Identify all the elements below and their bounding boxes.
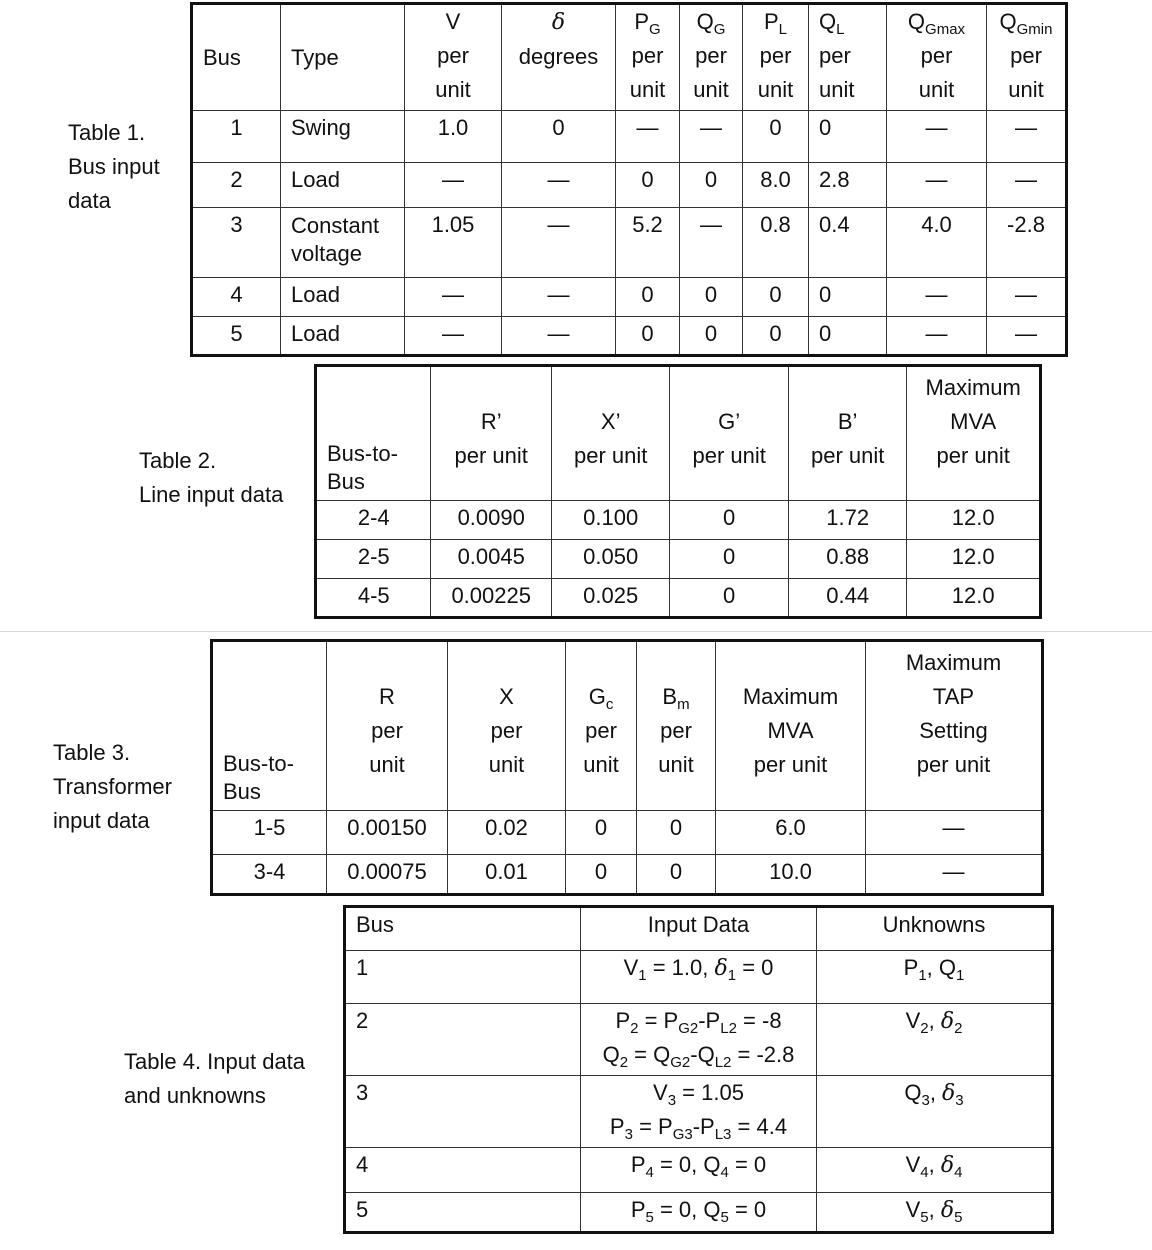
cell: 0 — [680, 163, 743, 208]
cell-bus: 1 — [345, 951, 581, 1004]
cell-input-data: $P_2 = P_{G2}-P_{L2} = -8$ $Q_2 = Q_{G2}-Q_{L2} = -2.8$ — [581, 1004, 817, 1076]
transformer-input-table — [210, 639, 1044, 896]
table-row — [345, 1148, 1053, 1193]
cell: 0 — [637, 811, 716, 855]
table-header-row — [345, 907, 1053, 951]
header-r: R per unit — [327, 641, 448, 811]
cell: — — [680, 208, 743, 278]
header-x: X per unit — [448, 641, 566, 811]
table-row — [345, 1193, 1053, 1233]
header-bus-to-bus: Bus-to- Bus — [316, 366, 431, 501]
header-max-tap: Maximum TAP Setting per unit — [866, 641, 1043, 811]
cell: 0.0090 — [431, 501, 551, 540]
cell: 1-5 — [212, 811, 327, 855]
cell-unknowns: $V_5$, $\delta_5$ — [817, 1193, 1053, 1233]
cell: 4 — [192, 278, 281, 317]
table-row — [192, 163, 1067, 208]
cell: 10.0 — [716, 855, 866, 895]
header-max-mva: Maximum MVA per unit — [907, 366, 1041, 501]
table-row — [192, 111, 1067, 163]
cell: — — [887, 111, 987, 163]
line-input-table — [314, 364, 1042, 619]
cell: — — [405, 278, 502, 317]
cell: — — [680, 111, 743, 163]
cell: 0.44 — [788, 579, 906, 618]
cell: 0.0045 — [431, 540, 551, 579]
cell: 6.0 — [716, 811, 866, 855]
header-qgmin: $Q_{Gmin}$ per unit — [987, 4, 1067, 111]
table-row — [345, 951, 1053, 1004]
cell: 0 — [670, 579, 788, 618]
header-qg: $Q_G$ per unit — [680, 4, 743, 111]
cell: 0.8 — [743, 208, 809, 278]
cell: 12.0 — [907, 579, 1041, 618]
cell: 4.0 — [887, 208, 987, 278]
header-ql: $Q_L$ per unit — [809, 4, 887, 111]
cell-unknowns: $V_2$, $\delta_2$ — [817, 1004, 1053, 1076]
cell: 0 — [743, 278, 809, 317]
cell: 0 — [502, 111, 616, 163]
cell: — — [887, 163, 987, 208]
cell: 0 — [566, 811, 637, 855]
cell: 0 — [743, 317, 809, 356]
header-bus: Bus — [192, 4, 281, 111]
header-gc: $G_c$ per unit — [566, 641, 637, 811]
header-unknowns: Unknowns — [817, 907, 1053, 951]
table1-caption: Table 1. Bus input data — [68, 120, 160, 213]
cell: 0.050 — [551, 540, 669, 579]
cell: 2-4 — [316, 501, 431, 540]
header-g: G’ per unit — [670, 366, 788, 501]
cell-input-data: $P_5 = 0$, $Q_5 = 0$ — [581, 1193, 817, 1233]
cell: 2-5 — [316, 540, 431, 579]
cell: 2 — [192, 163, 281, 208]
cell-bus: 4 — [345, 1148, 581, 1193]
cell: 3-4 — [212, 855, 327, 895]
cell: 0 — [616, 163, 680, 208]
cell: — — [502, 163, 616, 208]
cell: — — [987, 111, 1067, 163]
cell: 0 — [809, 317, 887, 356]
header-bus-to-bus: Bus-to- Bus — [212, 641, 327, 811]
cell: 0 — [637, 855, 716, 895]
cell: 0 — [743, 111, 809, 163]
cell-input-data: $V_1 = 1.0$, $\delta_1 = 0$ — [581, 951, 817, 1004]
cell: 1 — [192, 111, 281, 163]
header-input-data: Input Data — [581, 907, 817, 951]
cell: 0.4 — [809, 208, 887, 278]
cell-bus: 3 — [345, 1076, 581, 1148]
cell: 0 — [670, 501, 788, 540]
cell: 0 — [616, 278, 680, 317]
cell: Swing — [281, 111, 405, 163]
header-v: V per unit — [405, 4, 502, 111]
table3-caption: Table 3. Transformer input data — [53, 740, 172, 833]
table-row — [212, 855, 1043, 895]
table-row — [192, 278, 1067, 317]
cell: Load — [281, 163, 405, 208]
cell: 1.0 — [405, 111, 502, 163]
cell: Load — [281, 278, 405, 317]
cell-bus: 2 — [345, 1004, 581, 1076]
cell: 0.01 — [448, 855, 566, 895]
table2-caption: Table 2. Line input data — [139, 448, 284, 507]
cell: 0 — [616, 317, 680, 356]
table-row — [192, 317, 1067, 356]
cell: Load — [281, 317, 405, 356]
cell: 3 — [192, 208, 281, 278]
cell: — — [405, 163, 502, 208]
header-bm: $B_m$ per unit — [637, 641, 716, 811]
cell: 0.02 — [448, 811, 566, 855]
table-row — [212, 811, 1043, 855]
table-header-row — [212, 641, 1043, 811]
cell: 1.72 — [788, 501, 906, 540]
cell: — — [887, 278, 987, 317]
page-divider — [0, 631, 1152, 632]
table4-caption: Table 4. Input data and unknowns — [124, 1049, 306, 1108]
table-header-row — [192, 4, 1067, 111]
header-qgmax: $Q_{Gmax}$ per unit — [887, 4, 987, 111]
cell: 0 — [566, 855, 637, 895]
table-row — [345, 1076, 1053, 1148]
header-b: B’ per unit — [788, 366, 906, 501]
cell: 2.8 — [809, 163, 887, 208]
cell: — — [502, 278, 616, 317]
cell: — — [405, 317, 502, 356]
table-row — [192, 208, 1067, 278]
table-header-row — [316, 366, 1041, 501]
header-x: X’ per unit — [551, 366, 669, 501]
cell-bus: 5 — [345, 1193, 581, 1233]
cell: Constant voltage — [281, 208, 405, 278]
cell: 5.2 — [616, 208, 680, 278]
input-unknowns-table — [343, 905, 1054, 1234]
cell: 0.100 — [551, 501, 669, 540]
cell-unknowns: $V_4$, $\delta_4$ — [817, 1148, 1053, 1193]
cell: 0 — [809, 111, 887, 163]
cell: — — [987, 278, 1067, 317]
cell: 0.00225 — [431, 579, 551, 618]
cell: 1.05 — [405, 208, 502, 278]
header-delta: δ degrees — [502, 4, 616, 111]
header-max-mva: Maximum MVA per unit — [716, 641, 866, 811]
cell: — — [616, 111, 680, 163]
cell: 5 — [192, 317, 281, 356]
cell-unknowns: $Q_3$, $\delta_3$ — [817, 1076, 1053, 1148]
cell: 0.00150 — [327, 811, 448, 855]
header-pl: $P_L$ per unit — [743, 4, 809, 111]
table-row — [316, 501, 1041, 540]
header-bus: Bus — [345, 907, 581, 951]
table-row — [316, 579, 1041, 618]
table-row — [345, 1004, 1053, 1076]
cell: — — [866, 855, 1043, 895]
cell: 0 — [670, 540, 788, 579]
cell: 12.0 — [907, 501, 1041, 540]
cell: 12.0 — [907, 540, 1041, 579]
cell: 4-5 — [316, 579, 431, 618]
cell: — — [502, 317, 616, 356]
cell-input-data: $V_3 = 1.05$ $P_3 = P_{G3}-P_{L3} = 4.4$ — [581, 1076, 817, 1148]
cell-unknowns: $P_1$, $Q_1$ — [817, 951, 1053, 1004]
cell: — — [887, 317, 987, 356]
cell: — — [987, 163, 1067, 208]
cell: 0.00075 — [327, 855, 448, 895]
cell: 0 — [680, 278, 743, 317]
cell: 0 — [809, 278, 887, 317]
cell: 0.025 — [551, 579, 669, 618]
cell: 0.88 — [788, 540, 906, 579]
bus-input-table — [190, 2, 1068, 357]
header-type: Type — [281, 4, 405, 111]
cell: — — [502, 208, 616, 278]
header-pg: $P_G$ per unit — [616, 4, 680, 111]
cell: -2.8 — [987, 208, 1067, 278]
cell-input-data: $P_4 = 0$, $Q_4 = 0$ — [581, 1148, 817, 1193]
cell: 0 — [680, 317, 743, 356]
cell: — — [987, 317, 1067, 356]
cell: — — [866, 811, 1043, 855]
cell: 8.0 — [743, 163, 809, 208]
header-r: R’ per unit — [431, 366, 551, 501]
table-row — [316, 540, 1041, 579]
